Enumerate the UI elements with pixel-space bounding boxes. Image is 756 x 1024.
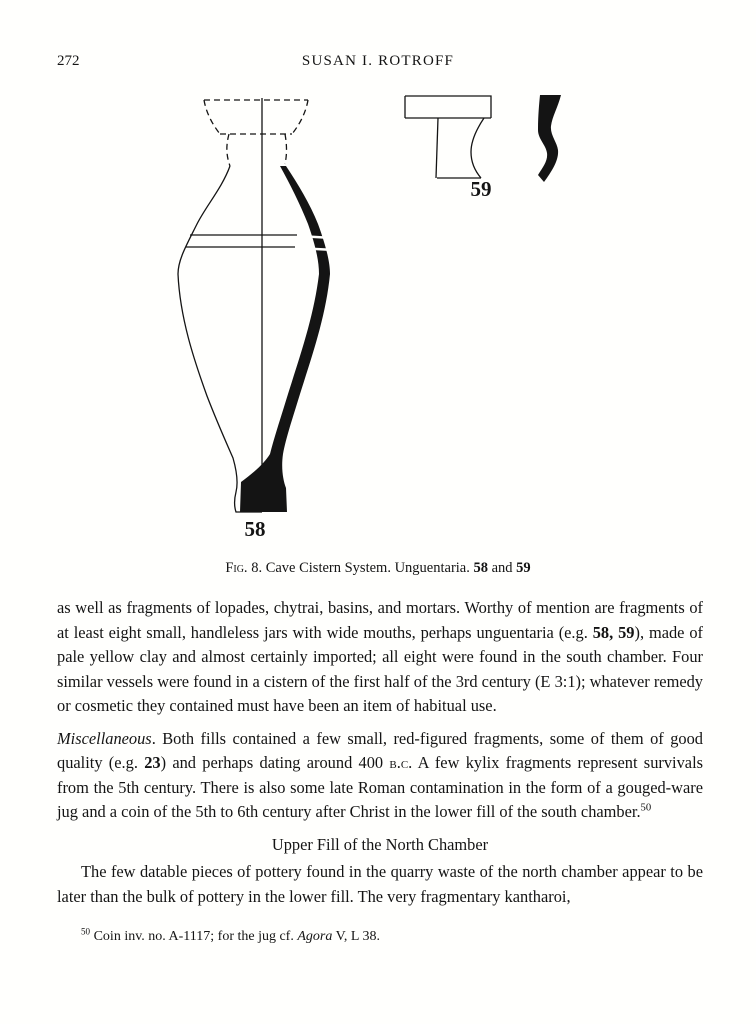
text-run: Coin inv. no. A-1117; for the jug cf. bbox=[90, 929, 298, 944]
vessel-59-drawing bbox=[405, 95, 561, 182]
vessel-58-left-profile bbox=[178, 166, 262, 512]
vessel-59-label: 59 bbox=[470, 177, 492, 201]
text-run: Miscellaneous bbox=[57, 728, 152, 748]
text-run: ) and perhaps dating around 400 bbox=[160, 753, 390, 772]
running-head: SUSAN I. ROTROFF bbox=[301, 53, 455, 69]
vessel-58-drawing bbox=[178, 98, 335, 512]
text-run: and bbox=[487, 560, 517, 576]
footnote-50 bbox=[57, 927, 703, 946]
text-run: b.c. bbox=[389, 753, 413, 772]
vessel-59-wall-right bbox=[471, 118, 484, 178]
body-text bbox=[57, 596, 703, 946]
text-run: The few datable pieces of pottery found in the quarry waste of the north chamber appear to be later than the bulk of pottery in the lower fill. The very fragmentary kantharoi, bbox=[57, 862, 703, 906]
vessel-58-restored-mouth bbox=[204, 100, 308, 166]
text-run: . Both fills contained a few small, red-figured fragments, some of them of good quality (e.g. bbox=[57, 728, 703, 772]
figure-8-drawing bbox=[140, 92, 586, 554]
text-run: 23 bbox=[144, 753, 161, 772]
paragraph-unguentaria bbox=[57, 596, 703, 719]
text-run: 58 bbox=[473, 560, 488, 576]
section-heading: Upper Fill of the North Chamber bbox=[271, 834, 489, 854]
figure-8 bbox=[140, 92, 600, 554]
vessel-59-section bbox=[538, 95, 561, 182]
paragraph-north-chamber bbox=[57, 860, 703, 909]
text-run: 50 bbox=[640, 802, 652, 814]
figure-caption bbox=[0, 560, 756, 577]
vessel-59-rim-outline bbox=[405, 96, 491, 118]
page-header bbox=[0, 53, 756, 75]
text-run: Agora bbox=[297, 929, 333, 944]
text-run: V, L 38. bbox=[332, 929, 380, 944]
text-run: 59 bbox=[516, 560, 531, 576]
text-run: 8. Cave Cistern System. Unguentaria. bbox=[251, 560, 474, 576]
paragraph-miscellaneous bbox=[57, 727, 703, 825]
text-run: A few kylix fragments represent survivals from the 5th century. There is also some late Roman contamination in the form of a gouged-ware jug and a coin of the 5th to 6th century after Christ in the lower fill of the south chamber. bbox=[57, 753, 703, 821]
vessel-58-label: 58 bbox=[244, 517, 266, 541]
text-run: Fig. bbox=[225, 560, 252, 576]
text-run: as well as fragments of lopades, chytrai, basins, and mortars. Worthy of mention are fragments of at least eight small, handleless jars with wide mouths, perhaps unguentaria (e.g. bbox=[57, 598, 703, 642]
text-run: 50 bbox=[81, 926, 91, 937]
text-run: ), made of pale yellow clay and almost certainly imported; all eight were found in the south chamber. Four similar vessels were found in a cistern of the first half of the 3rd century (E 3:1); whatever remedy or cosmetic they contained must have been an item of habitual use. bbox=[57, 622, 703, 715]
text-run: 58, 59 bbox=[592, 622, 635, 642]
page-number: 272 bbox=[57, 53, 80, 69]
vessel-58-section bbox=[240, 166, 330, 512]
vessel-59-wall-left bbox=[436, 118, 438, 178]
